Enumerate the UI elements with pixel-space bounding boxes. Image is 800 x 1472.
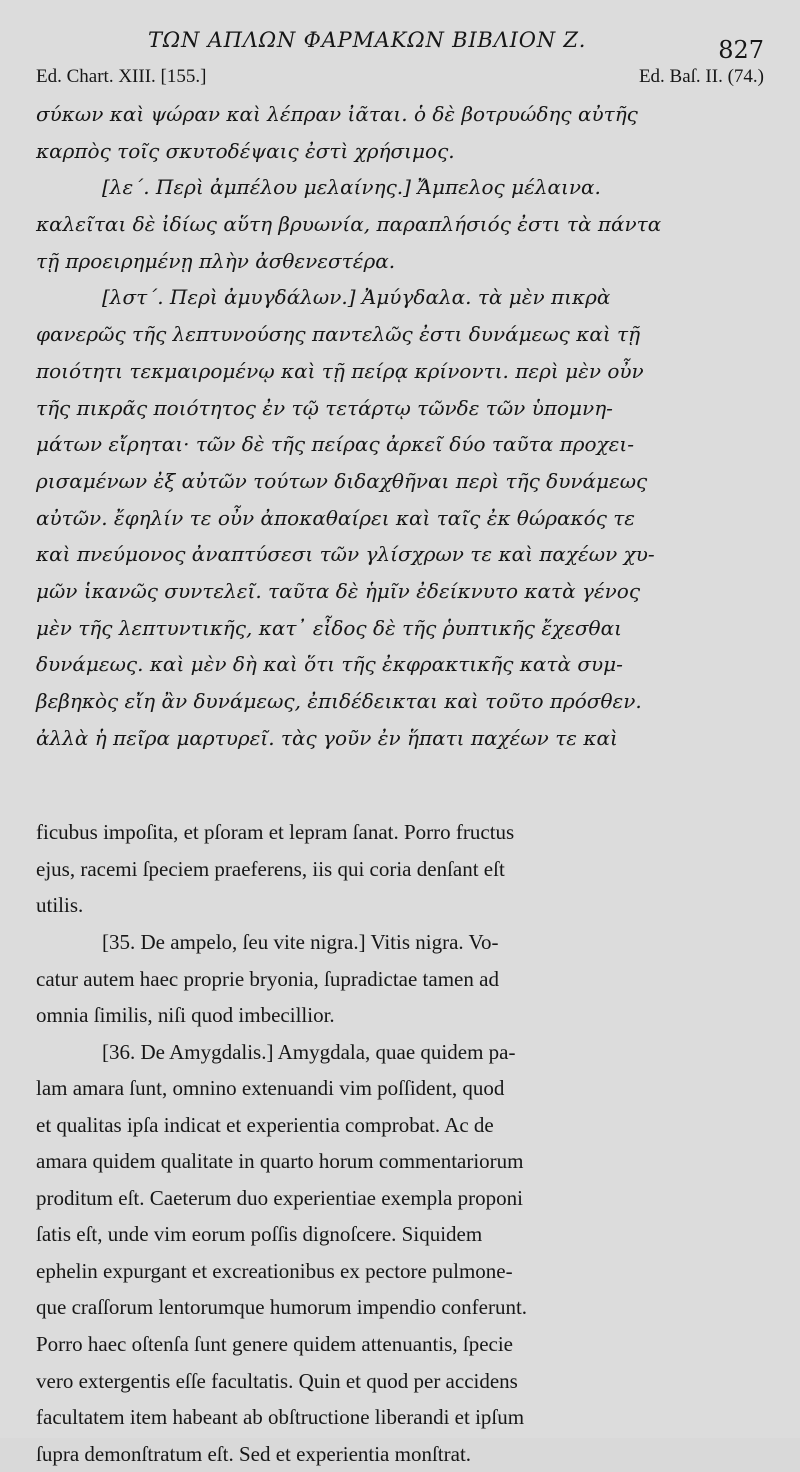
greek-line [36,463,764,500]
greek-line-text: καὶ πνεύμονος ἀναπτύσεσι τῶν γλίσχρων τε καὶ παχέων χυ- [36,542,655,567]
edition-references [36,66,764,94]
greek-line-text: σύκων καὶ ψώραν καὶ λέπραν ἰᾶται. ὁ δὲ βοτρυώδης αὐτῆς [36,102,638,126]
latin-line-text: facultatem item habeant ab obſtructione liberandi et ipſum [36,1405,525,1430]
greek-line-text: καρπὸς τοῖς σκυτοδέψαις ἐστὶ χρήσιμος. [36,138,455,163]
greek-line-text: μὲν τῆς λεπτυντικῆς, κατ᾽ εἶδος δὲ τῆς ῥυπτικῆς ἔχεσθαι [36,615,622,640]
running-title: ΤΩΝ ΑΠΛΩΝ ΦΑΡΜΑΚΩΝ ΒΙΒΛΙΟΝ Ζ. [148,28,587,52]
latin-line-text: [35. De ampelo, ſeu vite nigra.] Vitis nigra. Vo- [102,930,499,955]
greek-line-text: ποιότητι τεκμαιρομένῳ καὶ τῇ πείρᾳ κρίνοντι. περὶ μὲν οὖν [36,358,644,383]
greek-line [36,646,764,683]
latin-line [36,1107,764,1144]
latin-line-text: proditum eſt. Caeterum duo experientiae exempla proponi [36,1185,523,1210]
greek-line-text: [λστ΄. Περὶ ἀμυγδάλων.] Ἀμύγδαλα. τὰ μὲν πικρὰ [102,285,611,310]
latin-line-text: omnia ſimilis, niſi quod imbecillior. [36,1003,335,1028]
greek-line [36,683,764,720]
latin-line-text: catur autem haec proprie bryonia, ſupradictae tamen ad [36,966,499,991]
greek-line [36,573,764,610]
greek-line [36,536,764,573]
greek-line [36,353,764,390]
latin-line-section-start [36,1034,764,1071]
latin-line [36,1143,764,1180]
greek-line-text: καλεῖται δὲ ἰδίως αὕτη βρυωνία, παραπλήσιός ἐστι τὰ πάντα [36,212,662,237]
latin-line [36,961,764,998]
running-head [36,0,764,64]
greek-line-text: τῆς πικρᾶς ποιότητος ἐν τῷ τετάρτῳ τῶνδε τῶν ὑπομνη- [36,395,613,420]
greek-line-text: βεβηκὸς εἴη ἂν δυνάμεως, ἐπιδέδεικται καὶ τοῦτο πρόσθεν. [36,689,642,713]
latin-line [36,1180,764,1217]
latin-line [36,1070,764,1107]
latin-line-text: que craſſorum lentorumque humorum impendio conferunt. [36,1295,528,1320]
greek-line-text: τῇ προειρημένῃ πλὴν ἀσθενεστέρα. [36,248,396,273]
latin-line [36,1253,764,1290]
latin-line [36,851,764,888]
latin-line [36,814,764,851]
latin-line-text: ejus, racemi ſpeciem praeferens, iis qui coria denſant eſt [36,856,505,881]
greek-line [36,206,764,243]
latin-line-text: Porro haec oſtenſa ſunt genere quidem attenuantis, ſpecie [36,1332,513,1357]
greek-line-text: δυνάμεως. καὶ μὲν δὴ καὶ ὅτι τῆς ἐκφρακτικῆς κατὰ συμ- [36,652,623,677]
latin-line [36,1436,764,1472]
edition-left-reference: Ed. Chart. XIII. [155.] [36,66,207,87]
greek-line-text: αὐτῶν. ἔφηλίν τε οὖν ἀποκαθαίρει καὶ ταῖς ἐκ θώρακός τε [36,505,636,530]
latin-line-text: lam amara ſunt, omnino extenuandi vim poſſident, quod [36,1076,505,1101]
latin-line [36,887,764,924]
edition-right-reference: Ed. Baſ. II. (74.) [638,66,764,87]
greek-line-text: ρισαμένων ἐξ αὐτῶν τούτων διδαχθῆναι περὶ τῆς δυνάμεως [36,468,648,493]
latin-line-text: amara quidem qualitate in quarto horum commentariorum [36,1149,524,1174]
latin-line-text: utilis. [36,893,84,918]
latin-line-text: ſatis eſt, unde vim eorum poſſis dignoſcere. Siquidem [36,1222,483,1247]
latin-text-block [36,814,764,1472]
latin-line [36,1326,764,1363]
greek-line-section-start [36,279,764,316]
latin-line [36,1399,764,1436]
greek-line-text: μῶν ἱκανῶς συντελεῖ. ταῦτα δὲ ἡμῖν ἐδείκνυτο κατὰ γένος [36,578,641,603]
latin-line [36,1363,764,1400]
greek-line [36,720,764,757]
greek-line [36,500,764,537]
greek-line [36,96,764,133]
latin-line [36,1216,764,1253]
greek-text-block [36,96,764,756]
greek-line [36,243,764,280]
greek-line [36,610,764,647]
latin-line [36,1289,764,1326]
greek-line [36,390,764,427]
latin-line-text: et qualitas ipſa indicat et experientia comprobat. Ac de [36,1112,494,1137]
greek-line-text: ἀλλὰ ἡ πεῖρα μαρτυρεῖ. τὰς γοῦν ἐν ἥπατι παχέων τε καὶ [36,725,618,750]
greek-line-text: φανερῶς τῆς λεπτυνούσης παντελῶς ἐστι δυνάμεως καὶ τῇ [36,322,641,347]
latin-line-text: vero extergentis eſſe facultatis. Quin et quod per accidens [36,1368,518,1393]
latin-line-text: ficubus impoſita, et pſoram et lepram ſanat. Porro fructus [36,820,515,845]
page-number: 827 [718,36,764,64]
latin-line-text: ephelin expurgant et excreationibus ex pectore pulmone- [36,1258,513,1283]
greek-line-section-start [36,169,764,206]
greek-line-text: μάτων εἴρηται· τῶν δὲ τῆς πείρας ἀρκεῖ δύο ταῦτα προχει- [36,432,634,457]
latin-line-section-start [36,924,764,961]
latin-line-text: [36. De Amygdalis.] Amygdala, quae quidem pa- [102,1039,516,1064]
greek-line [36,133,764,170]
latin-line [36,997,764,1034]
greek-line-text: [λε΄. Περὶ ἀμπέλου μελαίνης.] Ἄμπελος μέλαινα. [102,175,601,200]
latin-line-text: ſupra demonſtratum eſt. Sed et experientia monſtrat. [36,1441,472,1466]
greek-line [36,426,764,463]
greek-line [36,316,764,353]
